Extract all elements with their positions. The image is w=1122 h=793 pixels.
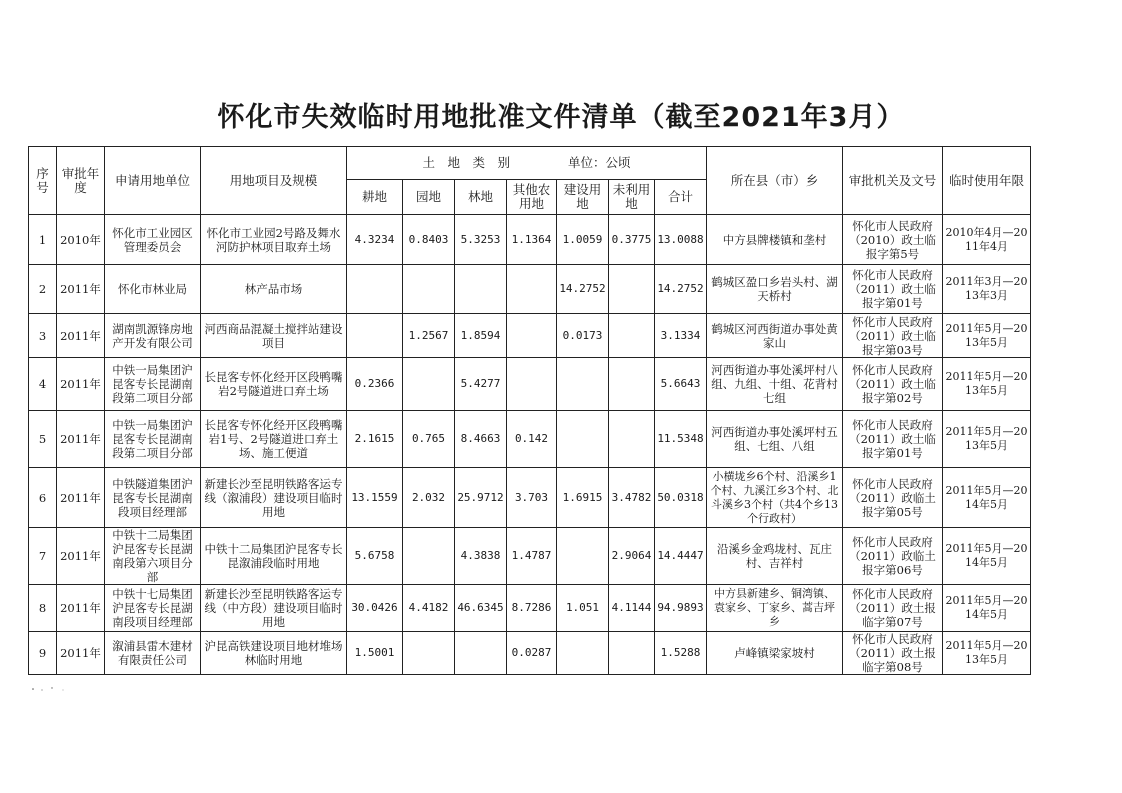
cell-project: 林产品市场 xyxy=(201,265,347,314)
cell-value: 0.142 xyxy=(507,411,557,468)
cell-value xyxy=(557,632,609,675)
header-row-top xyxy=(29,147,1031,180)
header-period: 临时使用年限 xyxy=(943,147,1031,215)
cell-period: 2010年4月—2011年4月 xyxy=(943,215,1031,265)
scan-specks xyxy=(30,684,70,694)
cell-value: 13.1559 xyxy=(347,468,403,528)
cell-authority: 怀化市人民政府（2011）政土临报字第03号 xyxy=(843,314,943,358)
cell-value: 25.9712 xyxy=(455,468,507,528)
table-row xyxy=(29,411,1031,468)
cell-applicant: 怀化市工业园区管理委员会 xyxy=(105,215,201,265)
cell-authority: 怀化市人民政府（2010）政土临报字第5号 xyxy=(843,215,943,265)
header-land-type: 耕地 xyxy=(347,180,403,215)
table-row xyxy=(29,314,1031,358)
cell-seq: 6 xyxy=(29,468,57,528)
cell-value: 46.6345 xyxy=(455,585,507,632)
cell-project: 长昆客专怀化经开区段鸭嘴岩1号、2号隧道进口弃土场、施工便道 xyxy=(201,411,347,468)
cell-value: 4.1144 xyxy=(609,585,655,632)
cell-value: 0.765 xyxy=(403,411,455,468)
cell-applicant: 中铁一局集团沪昆客专长昆湖南段第二项目分部 xyxy=(105,358,201,411)
table-row xyxy=(29,215,1031,265)
cell-location: 小横垅乡6个村、沿溪乡1个村、九溪江乡3个村、北斗溪乡3个村（共4个乡13个行政村） xyxy=(707,468,843,528)
cell-year: 2011年 xyxy=(57,528,105,585)
cell-applicant: 中铁十二局集团沪昆客专长昆湖南段第六项目分部 xyxy=(105,528,201,585)
cell-value: 4.3838 xyxy=(455,528,507,585)
cell-value: 1.4787 xyxy=(507,528,557,585)
cell-authority: 怀化市人民政府（2011）政土临报字第02号 xyxy=(843,358,943,411)
cell-project: 新建长沙至昆明铁路客运专线（中方段）建设项目临时用地 xyxy=(201,585,347,632)
table-row xyxy=(29,528,1031,585)
cell-value xyxy=(507,314,557,358)
cell-value: 2.1615 xyxy=(347,411,403,468)
cell-total: 3.1334 xyxy=(655,314,707,358)
cell-value xyxy=(455,632,507,675)
cell-value xyxy=(557,358,609,411)
table-row xyxy=(29,468,1031,528)
cell-value: 5.6758 xyxy=(347,528,403,585)
header-seq: 序号 xyxy=(29,147,57,215)
cell-year: 2011年 xyxy=(57,468,105,528)
cell-project: 长昆客专怀化经开区段鸭嘴岩2号隧道进口弃土场 xyxy=(201,358,347,411)
header-land-type: 林地 xyxy=(455,180,507,215)
cell-project: 沪昆高铁建设项目地材堆场林临时用地 xyxy=(201,632,347,675)
cell-value: 5.3253 xyxy=(455,215,507,265)
cell-location: 沿溪乡金鸡垅村、瓦庄村、吉祥村 xyxy=(707,528,843,585)
cell-value: 4.4182 xyxy=(403,585,455,632)
cell-value: 1.1364 xyxy=(507,215,557,265)
cell-authority: 怀化市人民政府（2011）政土报临字第07号 xyxy=(843,585,943,632)
cell-value xyxy=(609,314,655,358)
cell-value xyxy=(403,632,455,675)
header-location: 所在县（市）乡 xyxy=(707,147,843,215)
cell-seq: 5 xyxy=(29,411,57,468)
cell-total: 13.0088 xyxy=(655,215,707,265)
header-land-type: 合计 xyxy=(655,180,707,215)
cell-total: 1.5288 xyxy=(655,632,707,675)
cell-seq: 2 xyxy=(29,265,57,314)
cell-seq: 3 xyxy=(29,314,57,358)
cell-value xyxy=(557,411,609,468)
cell-total: 14.2752 xyxy=(655,265,707,314)
header-project: 用地项目及规模 xyxy=(201,147,347,215)
cell-seq: 9 xyxy=(29,632,57,675)
cell-value xyxy=(557,528,609,585)
cell-project: 河西商品混凝土搅拌站建设项目 xyxy=(201,314,347,358)
cell-period: 2011年5月—2013年5月 xyxy=(943,314,1031,358)
cell-value: 0.0173 xyxy=(557,314,609,358)
cell-authority: 怀化市人民政府（2011）政土临报字第01号 xyxy=(843,411,943,468)
cell-period: 2011年5月—2013年5月 xyxy=(943,632,1031,675)
cell-value: 1.2567 xyxy=(403,314,455,358)
cell-applicant: 中铁一局集团沪昆客专长昆湖南段第二项目分部 xyxy=(105,411,201,468)
cell-value: 2.9064 xyxy=(609,528,655,585)
header-land-type: 其他农用地 xyxy=(507,180,557,215)
cell-value xyxy=(609,265,655,314)
header-land-type-group xyxy=(347,147,707,180)
cell-value: 1.051 xyxy=(557,585,609,632)
cell-value: 5.4277 xyxy=(455,358,507,411)
cell-period: 2011年5月—2014年5月 xyxy=(943,585,1031,632)
cell-value: 0.2366 xyxy=(347,358,403,411)
cell-total: 5.6643 xyxy=(655,358,707,411)
cell-value: 8.7286 xyxy=(507,585,557,632)
cell-year: 2011年 xyxy=(57,411,105,468)
cell-value: 0.0287 xyxy=(507,632,557,675)
cell-total: 94.9893 xyxy=(655,585,707,632)
cell-authority: 怀化市人民政府（2011）政土报临字第08号 xyxy=(843,632,943,675)
header-authority: 审批机关及文号 xyxy=(843,147,943,215)
cell-value: 8.4663 xyxy=(455,411,507,468)
cell-location: 卢峰镇梁家坡村 xyxy=(707,632,843,675)
header-land-type: 未利用地 xyxy=(609,180,655,215)
cell-total: 11.5348 xyxy=(655,411,707,468)
page-title: 怀化市失效临时用地批准文件清单（截至2021年3月） xyxy=(217,102,905,133)
table-row xyxy=(29,358,1031,411)
header-land-type: 园地 xyxy=(403,180,455,215)
cell-value: 0.3775 xyxy=(609,215,655,265)
cell-value: 0.8403 xyxy=(403,215,455,265)
cell-year: 2011年 xyxy=(57,358,105,411)
cell-applicant: 中铁隧道集团沪昆客专长昆湖南段项目经理部 xyxy=(105,468,201,528)
cell-project: 新建长沙至昆明铁路客运专线（溆浦段）建设项目临时用地 xyxy=(201,468,347,528)
cell-value xyxy=(455,265,507,314)
cell-year: 2011年 xyxy=(57,314,105,358)
table-row xyxy=(29,585,1031,632)
cell-authority: 怀化市人民政府（2011）政临土报字第05号 xyxy=(843,468,943,528)
cell-value xyxy=(403,265,455,314)
cell-value xyxy=(507,265,557,314)
cell-value: 1.5001 xyxy=(347,632,403,675)
cell-value: 1.8594 xyxy=(455,314,507,358)
header-land-type-label: 土 地 类 别 xyxy=(422,155,511,170)
cell-location: 中方县牌楼镇和垄村 xyxy=(707,215,843,265)
cell-value: 1.6915 xyxy=(557,468,609,528)
cell-location: 河西街道办事处溪坪村八组、九组、十组、花背村七组 xyxy=(707,358,843,411)
cell-period: 2011年5月—2013年5月 xyxy=(943,411,1031,468)
cell-value xyxy=(347,314,403,358)
cell-value xyxy=(403,358,455,411)
cell-applicant: 溆浦县雷木建材有限责任公司 xyxy=(105,632,201,675)
cell-value xyxy=(507,358,557,411)
cell-value: 4.3234 xyxy=(347,215,403,265)
cell-period: 2011年3月—2013年3月 xyxy=(943,265,1031,314)
cell-value: 3.703 xyxy=(507,468,557,528)
cell-period: 2011年5月—2013年5月 xyxy=(943,358,1031,411)
cell-applicant: 湖南凯源锋房地产开发有限公司 xyxy=(105,314,201,358)
cell-value: 3.4782 xyxy=(609,468,655,528)
cell-period: 2011年5月—2014年5月 xyxy=(943,468,1031,528)
cell-seq: 1 xyxy=(29,215,57,265)
cell-applicant: 中铁十七局集团沪昆客专长昆湖南段项目经理部 xyxy=(105,585,201,632)
cell-seq: 8 xyxy=(29,585,57,632)
cell-seq: 4 xyxy=(29,358,57,411)
cell-total: 14.4447 xyxy=(655,528,707,585)
cell-value: 1.0059 xyxy=(557,215,609,265)
cell-value xyxy=(609,632,655,675)
cell-period: 2011年5月—2014年5月 xyxy=(943,528,1031,585)
header-land-type: 建设用地 xyxy=(557,180,609,215)
approval-list-table xyxy=(28,146,1031,675)
cell-value: 2.032 xyxy=(403,468,455,528)
table-row xyxy=(29,265,1031,314)
cell-year: 2011年 xyxy=(57,585,105,632)
cell-authority: 怀化市人民政府（2011）政土临报字第01号 xyxy=(843,265,943,314)
cell-value xyxy=(347,265,403,314)
cell-year: 2010年 xyxy=(57,215,105,265)
cell-location: 鹤城区盈口乡岩头村、湖天桥村 xyxy=(707,265,843,314)
cell-year: 2011年 xyxy=(57,632,105,675)
cell-location: 河西街道办事处溪坪村五组、七组、八组 xyxy=(707,411,843,468)
cell-value: 14.2752 xyxy=(557,265,609,314)
cell-applicant: 怀化市林业局 xyxy=(105,265,201,314)
cell-total: 50.0318 xyxy=(655,468,707,528)
cell-location: 中方县新建乡、铜湾镇、袁家乡、丁家乡、蒿吉坪乡 xyxy=(707,585,843,632)
cell-project: 怀化市工业园2号路及舞水河防护林项目取弃土场 xyxy=(201,215,347,265)
header-year: 审批年度 xyxy=(57,147,105,215)
cell-value: 30.0426 xyxy=(347,585,403,632)
cell-value xyxy=(609,411,655,468)
cell-year: 2011年 xyxy=(57,265,105,314)
cell-value xyxy=(609,358,655,411)
cell-value xyxy=(403,528,455,585)
header-applicant: 申请用地单位 xyxy=(105,147,201,215)
cell-seq: 7 xyxy=(29,528,57,585)
table-row xyxy=(29,632,1031,675)
cell-authority: 怀化市人民政府（2011）政临土报字第06号 xyxy=(843,528,943,585)
header-unit-label: 单位：公顷 xyxy=(567,155,631,170)
cell-project: 中铁十二局集团沪昆客专长昆溆浦段临时用地 xyxy=(201,528,347,585)
cell-location: 鹤城区河西街道办事处黄家山 xyxy=(707,314,843,358)
